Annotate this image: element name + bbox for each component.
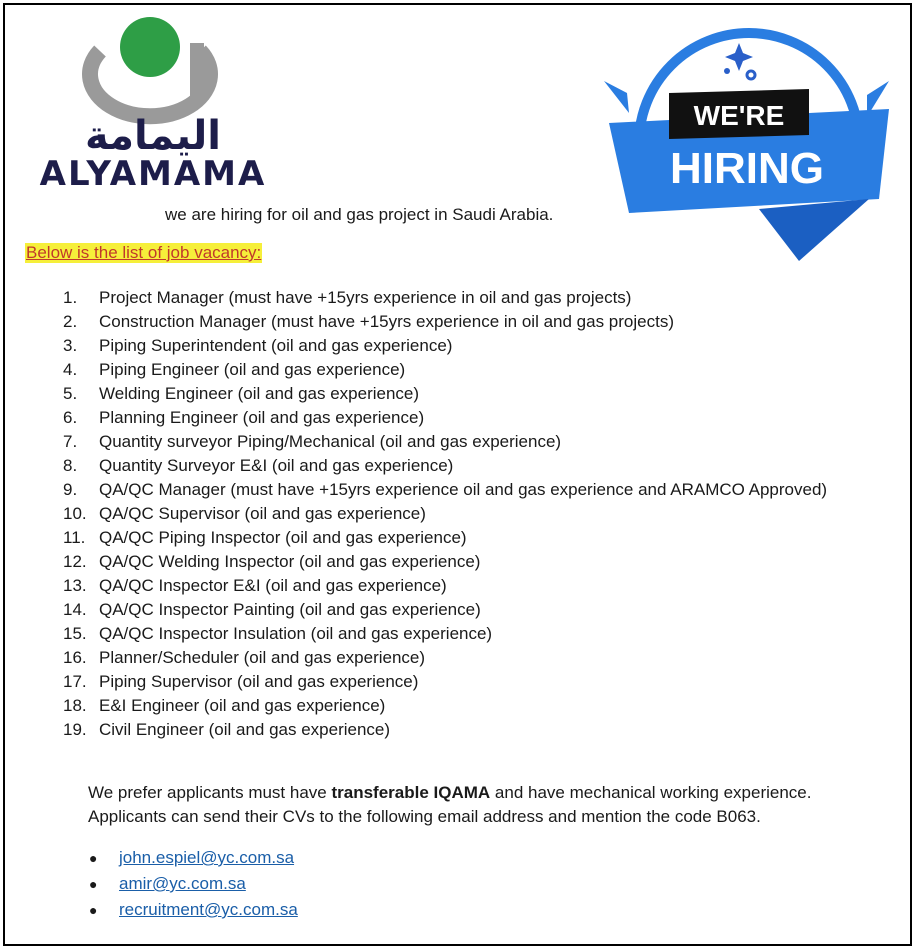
job-list <box>63 286 827 742</box>
job-list-item <box>63 286 827 310</box>
email-link[interactable]: recruitment@yc.com.sa <box>119 900 298 919</box>
job-title: Civil Engineer (oil and gas experience) <box>99 720 391 739</box>
sparkle-dot-icon <box>747 71 755 79</box>
job-number: 9. <box>63 480 78 499</box>
job-title: Welding Engineer (oil and gas experience) <box>99 384 420 403</box>
job-title: QA/QC Inspector E&I (oil and gas experience) <box>99 576 447 595</box>
job-list-item <box>63 574 827 598</box>
job-number: 2. <box>63 312 78 331</box>
job-list-item <box>63 406 827 430</box>
badge-top-text: WE'RE <box>693 100 785 131</box>
job-number: 6. <box>63 408 78 427</box>
alyamama-logo <box>25 13 285 193</box>
job-list-item <box>63 382 827 406</box>
badge-ribbon <box>759 199 869 261</box>
job-number: 4. <box>63 360 78 379</box>
job-title: QA/QC Supervisor (oil and gas experience) <box>99 504 426 523</box>
job-list-item <box>63 622 827 646</box>
job-title: Piping Supervisor (oil and gas experience) <box>99 672 419 691</box>
job-title: E&I Engineer (oil and gas experience) <box>99 696 386 715</box>
logo-stem <box>190 43 204 101</box>
badge-left-flag <box>604 81 629 113</box>
prefer-line-1 <box>88 781 812 805</box>
job-list-item <box>63 358 827 382</box>
job-title: QA/QC Manager (must have +15yrs experience oil and gas experience and ARAMCO Approved) <box>99 480 828 499</box>
email-list-item <box>89 897 298 923</box>
job-number: 5. <box>63 384 78 403</box>
job-title: Planning Engineer (oil and gas experience) <box>99 408 425 427</box>
job-list-item <box>63 310 827 334</box>
job-title: QA/QC Piping Inspector (oil and gas experience) <box>99 528 467 547</box>
job-number: 10. <box>63 504 87 523</box>
job-title: QA/QC Inspector Insulation (oil and gas experience) <box>99 624 493 643</box>
intro-text: we are hiring for oil and gas project in Saudi Arabia. <box>165 205 554 224</box>
job-title: QA/QC Welding Inspector (oil and gas experience) <box>99 552 481 571</box>
job-list-item <box>63 598 827 622</box>
job-number: 14. <box>63 600 87 619</box>
job-number: 18. <box>63 696 87 715</box>
job-number: 13. <box>63 576 87 595</box>
job-list-item <box>63 502 827 526</box>
job-number: 16. <box>63 648 87 667</box>
sparkle-icon <box>725 43 753 71</box>
prefer-text: We prefer applicants must have <box>88 783 332 802</box>
job-posting-document <box>3 3 912 946</box>
prefer-line-2: Applicants can send their CVs to the following email address and mention the code B063. <box>88 807 761 826</box>
were-hiring-badge <box>599 23 899 268</box>
job-number: 8. <box>63 456 78 475</box>
job-number: 7. <box>63 432 78 451</box>
sparkle-dot-icon <box>724 68 730 74</box>
email-list-item <box>89 845 298 871</box>
bullet-icon: ● <box>89 850 98 866</box>
job-number: 1. <box>63 288 78 307</box>
bullet-icon: ● <box>89 902 98 918</box>
prefer-bold-text: transferable IQAMA <box>331 783 491 802</box>
job-title: Piping Superintendent (oil and gas experience) <box>99 336 453 355</box>
email-list-item <box>89 871 298 897</box>
job-list-item <box>63 646 827 670</box>
job-list-item <box>63 478 827 502</box>
job-number: 17. <box>63 672 87 691</box>
job-title: QA/QC Inspector Painting (oil and gas experience) <box>99 600 481 619</box>
email-link[interactable]: amir@yc.com.sa <box>119 874 246 893</box>
job-list-item <box>63 550 827 574</box>
job-list-item <box>63 334 827 358</box>
logo-latin-text: ALYAMAMA <box>39 154 267 193</box>
email-list <box>89 845 298 923</box>
job-title: Piping Engineer (oil and gas experience) <box>99 360 406 379</box>
job-list-item <box>63 454 827 478</box>
job-number: 15. <box>63 624 87 643</box>
email-link[interactable]: john.espiel@yc.com.sa <box>119 848 295 867</box>
job-number: 12. <box>63 552 87 571</box>
job-title: Planner/Scheduler (oil and gas experience) <box>99 648 426 667</box>
vacancy-heading: Below is the list of job vacancy: <box>26 243 262 262</box>
logo-arabic-text: اليمامة <box>85 113 221 159</box>
job-number: 19. <box>63 720 87 739</box>
job-list-item <box>63 718 827 742</box>
logo-green-circle <box>120 17 180 77</box>
job-number: 11. <box>63 528 86 547</box>
badge-main-text: HIRING <box>670 144 824 193</box>
job-list-item <box>63 670 827 694</box>
job-list-item <box>63 694 827 718</box>
prefer-text: and have mechanical working experience. <box>490 783 812 802</box>
job-title: Project Manager (must have +15yrs experience in oil and gas projects) <box>99 288 632 307</box>
job-number: 3. <box>63 336 78 355</box>
job-title: Quantity Surveyor E&I (oil and gas experience) <box>99 456 454 475</box>
job-title: Construction Manager (must have +15yrs experience in oil and gas projects) <box>99 312 674 331</box>
job-list-item <box>63 430 827 454</box>
job-title: Quantity surveyor Piping/Mechanical (oil and gas experience) <box>99 432 562 451</box>
job-list-item <box>63 526 827 550</box>
bullet-icon: ● <box>89 876 98 892</box>
application-instructions <box>88 781 812 829</box>
